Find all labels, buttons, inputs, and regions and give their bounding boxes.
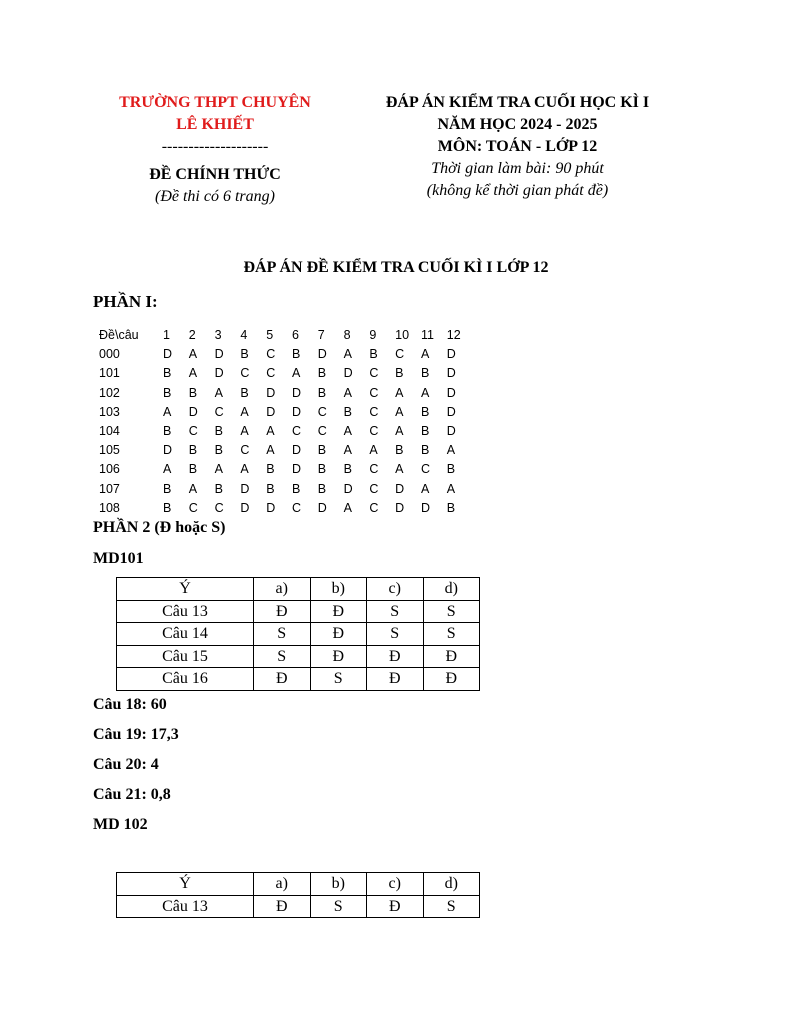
- answer-cell: D: [291, 385, 302, 400]
- answer-cell: C: [188, 424, 198, 439]
- exam-code: 000: [99, 347, 120, 362]
- answer-cell: B: [291, 347, 301, 362]
- question-cell: Câu 14: [117, 623, 254, 646]
- answer-cell: A: [420, 385, 430, 400]
- answer-cell: C: [188, 500, 198, 515]
- question-cell: Câu 13: [117, 600, 254, 623]
- answer-cell: A: [266, 443, 275, 458]
- grid-col-2: 2: [188, 328, 196, 342]
- answer-cell: S: [367, 600, 424, 623]
- answer-cell: A: [240, 424, 249, 439]
- exam-code: 103: [99, 404, 120, 419]
- answer-cell: B: [317, 443, 327, 458]
- duration: Thời gian làm bài: 90 phút: [431, 160, 604, 177]
- table-row: [117, 668, 480, 691]
- answer-cell: D: [446, 424, 456, 439]
- exam-code: 107: [99, 481, 120, 496]
- exam-title: ĐÁP ÁN KIỂM TRA CUỐI HỌC KÌ I: [385, 94, 650, 111]
- md102-table: [116, 872, 480, 918]
- answer-q18: Câu 18: 60: [93, 696, 167, 713]
- answer-cell: B: [214, 424, 223, 439]
- header-cell: Ý: [117, 873, 254, 896]
- answer-cell: S: [423, 600, 480, 623]
- exam-code: 105: [99, 443, 120, 458]
- answer-cell: C: [291, 424, 302, 439]
- answer-cell: D: [446, 404, 456, 419]
- answer-cell: A: [343, 385, 352, 400]
- grid-col-4: 4: [240, 328, 248, 342]
- answer-cell: B: [291, 481, 301, 496]
- answer-cell: D: [343, 481, 353, 496]
- header-cell: d): [423, 873, 480, 896]
- answer-cell: B: [369, 347, 378, 362]
- answer-cell: D: [420, 500, 430, 515]
- answer-cell: C: [369, 462, 379, 477]
- answer-cell: B: [446, 462, 456, 477]
- answer-cell: C: [317, 404, 327, 419]
- answer-cell: B: [420, 404, 430, 419]
- grid-col-10: 10: [395, 328, 410, 342]
- answer-cell: C: [369, 481, 379, 496]
- answer-q20: Câu 20: 4: [93, 756, 159, 773]
- answer-cell: A: [163, 462, 172, 477]
- answer-cell: B: [163, 385, 172, 400]
- grid-row: [99, 403, 473, 422]
- grid-row: [99, 384, 473, 403]
- answer-cell: A: [214, 462, 223, 477]
- answer-cell: D: [291, 443, 302, 458]
- table-header-row: [117, 873, 480, 896]
- main-title: ĐÁP ÁN ĐỀ KIỂM TRA CUỐI KÌ I LỚP 12: [243, 259, 549, 276]
- answer-cell: C: [369, 424, 379, 439]
- answer-cell: B: [163, 424, 172, 439]
- grid-row: [99, 441, 473, 460]
- answer-cell: A: [188, 347, 198, 362]
- header-divider: --------------------: [161, 138, 269, 155]
- grid-row: [99, 480, 473, 499]
- grid-col-5: 5: [266, 328, 274, 342]
- answer-cell: B: [163, 481, 172, 496]
- answer-cell: A: [395, 385, 404, 400]
- answer-cell: A: [188, 481, 198, 496]
- md101-table: [116, 577, 480, 691]
- answer-cell: B: [188, 462, 198, 477]
- answer-cell: A: [446, 481, 456, 496]
- answer-cell: D: [266, 385, 276, 400]
- answer-cell: D: [446, 347, 456, 362]
- grid-col-11: 11: [420, 328, 434, 342]
- question-cell: Câu 13: [117, 895, 254, 918]
- answer-cell: D: [163, 347, 173, 362]
- exam-code: 101: [99, 366, 120, 381]
- answer-cell: B: [317, 366, 327, 381]
- answer-cell: Đ: [254, 895, 311, 918]
- answer-cell: A: [420, 481, 430, 496]
- answer-cell: C: [266, 347, 276, 362]
- answer-cell: D: [343, 366, 353, 381]
- answer-cell: A: [266, 424, 275, 439]
- answer-cell: Đ: [310, 623, 367, 646]
- header-cell: c): [367, 578, 424, 601]
- answer-q19: Câu 19: 17,3: [93, 726, 179, 743]
- answer-cell: C: [266, 366, 276, 381]
- answer-cell: A: [343, 347, 352, 362]
- answer-cell: C: [369, 366, 379, 381]
- answer-cell: D: [446, 366, 456, 381]
- grid-row: [99, 499, 473, 518]
- part1-answer-grid: [99, 326, 473, 518]
- grid-col-1: 1: [163, 328, 170, 342]
- answer-q21: Câu 21: 0,8: [93, 786, 171, 803]
- exam-code: 104: [99, 424, 120, 439]
- answer-cell: A: [188, 366, 198, 381]
- answer-cell: D: [214, 347, 224, 362]
- answer-cell: B: [188, 385, 198, 400]
- answer-cell: B: [317, 481, 327, 496]
- answer-cell: D: [395, 500, 405, 515]
- answer-cell: A: [343, 500, 352, 515]
- answer-cell: B: [395, 366, 404, 381]
- answer-cell: A: [369, 443, 378, 458]
- answer-cell: B: [163, 366, 172, 381]
- answer-cell: B: [240, 385, 249, 400]
- answer-cell: B: [240, 347, 249, 362]
- header-cell: a): [254, 578, 311, 601]
- school-header: [95, 92, 335, 208]
- header-cell: b): [310, 873, 367, 896]
- answer-cell: C: [291, 500, 302, 515]
- answer-cell: S: [254, 623, 311, 646]
- answer-cell: B: [163, 500, 172, 515]
- grid-row: [99, 364, 473, 383]
- grid-row: [99, 460, 473, 479]
- grid-header-row: [99, 326, 473, 345]
- answer-cell: Đ: [423, 645, 480, 668]
- table-row: [117, 600, 480, 623]
- answer-cell: B: [420, 366, 430, 381]
- answer-cell: C: [240, 443, 250, 458]
- answer-cell: D: [395, 481, 405, 496]
- md101-label: MD101: [93, 550, 144, 567]
- answer-cell: C: [395, 347, 405, 362]
- answer-cell: S: [310, 895, 367, 918]
- answer-cell: D: [240, 500, 250, 515]
- answer-cell: S: [423, 895, 480, 918]
- subject: MÔN: TOÁN - LỚP 12: [437, 138, 598, 155]
- header-cell: c): [367, 873, 424, 896]
- answer-cell: S: [423, 623, 480, 646]
- answer-cell: B: [214, 481, 223, 496]
- answer-cell: Đ: [254, 600, 311, 623]
- answer-cell: D: [266, 404, 276, 419]
- answer-cell: D: [446, 385, 456, 400]
- answer-cell: A: [343, 424, 352, 439]
- answer-cell: D: [291, 462, 302, 477]
- answer-cell: C: [214, 500, 224, 515]
- answer-cell: Đ: [367, 645, 424, 668]
- answer-cell: B: [214, 443, 223, 458]
- answer-cell: D: [291, 404, 302, 419]
- header-cell: b): [310, 578, 367, 601]
- part1-heading: PHẦN I:: [93, 292, 158, 311]
- header-cell: Ý: [117, 578, 254, 601]
- answer-cell: A: [420, 347, 430, 362]
- answer-cell: B: [420, 443, 430, 458]
- question-cell: Câu 16: [117, 668, 254, 691]
- answer-cell: C: [369, 385, 379, 400]
- answer-cell: D: [317, 347, 327, 362]
- answer-cell: A: [395, 462, 404, 477]
- duration-note: (không kể thời gian phát đề): [426, 182, 609, 199]
- answer-cell: Đ: [254, 668, 311, 691]
- answer-cell: A: [395, 404, 404, 419]
- answer-cell: D: [266, 500, 276, 515]
- header-cell: a): [254, 873, 311, 896]
- grid-col-8: 8: [343, 328, 351, 342]
- answer-cell: C: [420, 462, 430, 477]
- grid-col-6: 6: [291, 328, 299, 342]
- answer-cell: S: [310, 668, 367, 691]
- answer-cell: Đ: [310, 600, 367, 623]
- answer-cell: B: [446, 500, 456, 515]
- answer-cell: D: [214, 366, 224, 381]
- question-cell: Câu 15: [117, 645, 254, 668]
- exam-code: 106: [99, 462, 120, 477]
- answer-cell: A: [240, 404, 249, 419]
- answer-cell: D: [240, 481, 250, 496]
- answer-cell: D: [317, 500, 327, 515]
- answer-cell: C: [214, 404, 224, 419]
- answer-cell: Đ: [367, 668, 424, 691]
- answer-cell: C: [369, 500, 379, 515]
- answer-cell: D: [163, 443, 173, 458]
- answer-cell: B: [188, 443, 198, 458]
- table-row: [117, 623, 480, 646]
- answer-cell: A: [343, 443, 352, 458]
- grid-row: [99, 422, 473, 441]
- answer-cell: A: [214, 385, 223, 400]
- answer-cell: C: [369, 404, 379, 419]
- answer-cell: S: [367, 623, 424, 646]
- grid-col-9: 9: [369, 328, 377, 342]
- exam-code: 102: [99, 385, 120, 400]
- grid-col-12: 12: [446, 328, 461, 342]
- md102-label: MD 102: [93, 816, 148, 833]
- pages-note: (Đề thi có 6 trang): [155, 188, 275, 205]
- answer-cell: B: [266, 481, 275, 496]
- answer-cell: A: [395, 424, 404, 439]
- answer-cell: Đ: [367, 895, 424, 918]
- part2-heading: PHẦN 2 (Đ hoặc S): [93, 519, 226, 536]
- answer-cell: Đ: [423, 668, 480, 691]
- school-name-line2: LÊ KHIẾT: [176, 116, 254, 133]
- grid-col-7: 7: [317, 328, 325, 342]
- table-header-row: [117, 578, 480, 601]
- answer-cell: S: [254, 645, 311, 668]
- answer-cell: B: [395, 443, 404, 458]
- exam-header: [355, 92, 680, 202]
- answer-cell: B: [343, 404, 352, 419]
- answer-cell: C: [317, 424, 327, 439]
- answer-cell: B: [420, 424, 430, 439]
- answer-cell: C: [240, 366, 250, 381]
- school-year: NĂM HỌC 2024 - 2025: [437, 116, 598, 133]
- header-cell: d): [423, 578, 480, 601]
- answer-cell: A: [446, 443, 456, 458]
- answer-cell: A: [291, 366, 301, 381]
- answer-cell: A: [163, 404, 172, 419]
- grid-col-3: 3: [214, 328, 222, 342]
- answer-cell: A: [240, 462, 249, 477]
- answer-cell: B: [317, 385, 327, 400]
- exam-code: 108: [99, 500, 120, 515]
- answer-cell: B: [317, 462, 327, 477]
- grid-header-label: Đề\câu: [99, 328, 139, 342]
- answer-cell: B: [343, 462, 352, 477]
- grid-row: [99, 345, 473, 364]
- school-name-line1: TRƯỜNG THPT CHUYÊN: [119, 94, 311, 111]
- answer-cell: D: [188, 404, 198, 419]
- table-row: [117, 895, 480, 918]
- answer-cell: Đ: [310, 645, 367, 668]
- answer-cell: B: [266, 462, 275, 477]
- official-label: ĐỀ CHÍNH THỨC: [149, 166, 281, 183]
- table-row: [117, 645, 480, 668]
